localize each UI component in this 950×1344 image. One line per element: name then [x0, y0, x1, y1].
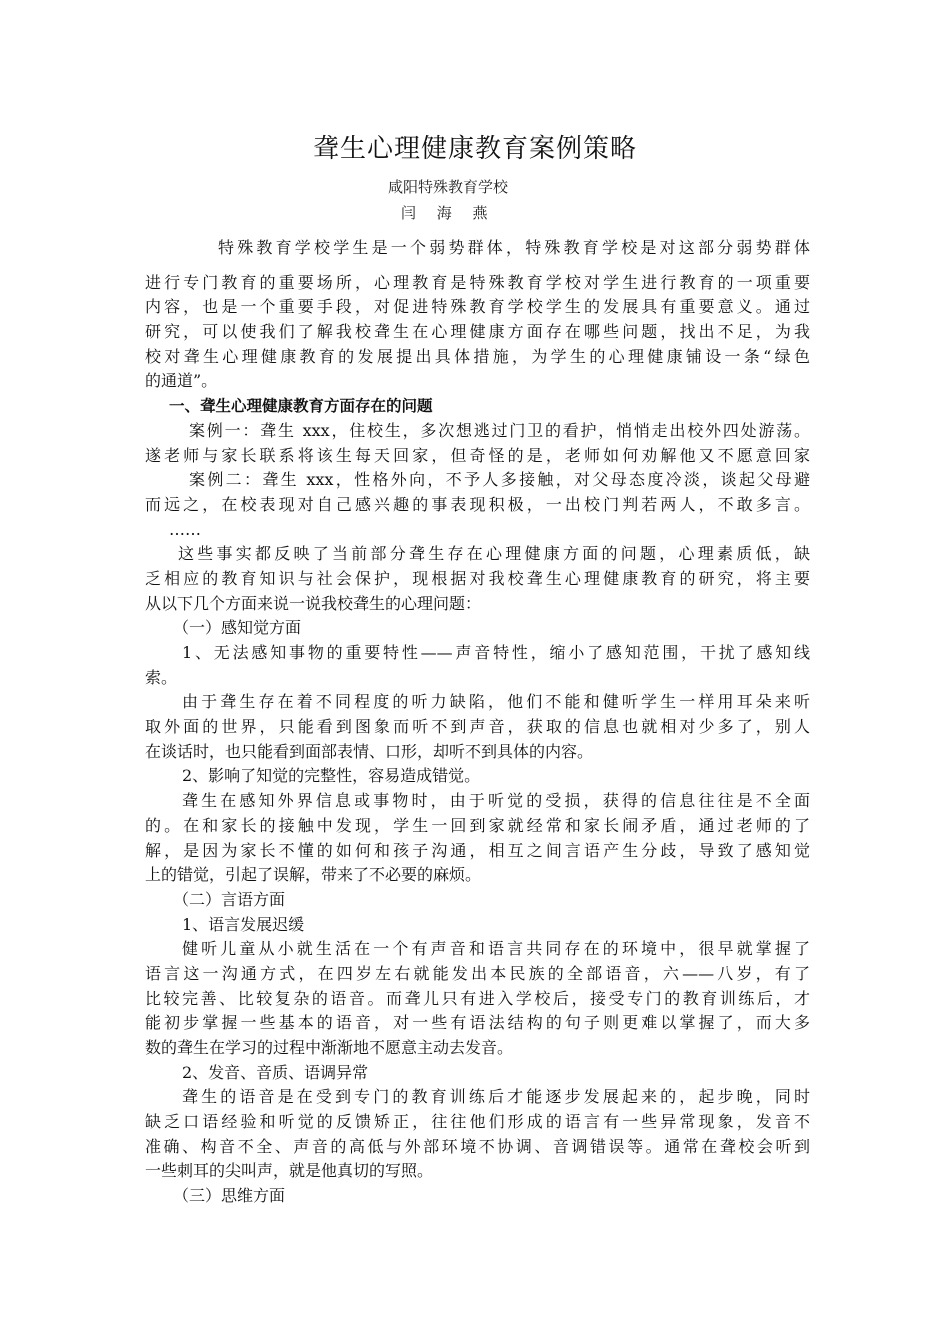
section-heading: 一、聋生心理健康教育方面存在的问题	[169, 397, 433, 416]
paragraph-line: 1、无法感知事物的重要特性——声音特性，缩小了感知范围，干扰了感知线	[182, 643, 810, 662]
subsection-heading: （一）感知觉方面	[173, 618, 302, 638]
paragraph-line: 在谈话时，也只能看到面部表情、口形，却听不到具体的内容。	[145, 741, 594, 761]
paragraph-line: 内容，也是一个重要手段，对促进特殊教育学校学生的发展具有重要意义。通过	[145, 297, 810, 317]
paragraph-line: 聋生在感知外界信息或事物时，由于听觉的受损，获得的信息往往是不全面	[182, 791, 810, 811]
paragraph-line: 能初步掌握一些基本的语音，对一些有语法结构的句子则更难以掌握了，而大多	[145, 1013, 810, 1033]
paragraph-line: 这些事实都反映了当前部分聋生存在心理健康方面的问题，心理素质低，缺	[178, 544, 810, 564]
author-organization: 咸阳特殊教育学校	[388, 178, 509, 196]
paragraph-line: 遂老师与家长联系将该生每天回家，但奇怪的是，老师如何劝解他又不愿意回家	[145, 445, 810, 465]
paragraph-line: 特殊教育学校学生是一个弱势群体，特殊教育学校是对这部分弱势群体	[218, 238, 810, 257]
paragraph-line: 缺乏口语经验和听觉的反馈矫正，往往他们形成的语言有一些异常现象，发音不	[145, 1112, 810, 1132]
paragraph-line: 案例二：聋生 xxx，性格外向，不予人多接触，对父母态度冷淡，谈起父母避	[189, 470, 810, 490]
subitem-heading: 2、影响了知觉的完整性，容易造成错觉。	[182, 766, 481, 786]
paragraph-line: 案例一：聋生 xxx，住校生，多次想逃过门卫的看护，悄悄走出校外四处游荡。	[189, 420, 810, 440]
subitem-heading: 1、语言发展迟缓	[182, 914, 305, 934]
document-body	[145, 236, 810, 1209]
paragraph-line: 进行专门教育的重要场所，心理教育是特殊教育学校对学生进行教育的一项重要	[145, 272, 810, 292]
paragraph-line: 准确、构音不全、声音的高低与外部环境不协调、音调错误等。通常在聋校会听到	[145, 1136, 810, 1156]
subsection-heading: （三）思维方面	[173, 1186, 286, 1206]
paragraph-line: 一些刺耳的尖叫声，就是他真切的写照。	[145, 1161, 434, 1181]
paragraph-line: 比较完善、比较复杂的语音。而聋儿只有进入学校后，接受专门的教育训练后，才	[145, 988, 810, 1008]
paragraph-line: 从以下几个方面来说一说我校聋生的心理问题：	[145, 593, 482, 613]
paragraph-line: 校对聋生心理健康教育的发展提出具体措施，为学生的心理健康铺设一条“绿色	[145, 346, 810, 366]
paragraph-line: 而远之，在校表现对自己感兴趣的事表现积极，一出校门判若两人，不敢多言。	[145, 494, 810, 514]
paragraph-line: 由于聋生存在着不同程度的听力缺陷，他们不能和健听学生一样用耳朵来听	[182, 692, 810, 712]
paragraph-line: 索。	[145, 667, 178, 687]
paragraph-line: 健听儿童从小就生活在一个有声音和语言共同存在的环境中，很早就掌握了	[182, 939, 810, 959]
paragraph-line: 上的错觉，引起了误解，带来了不必要的麻烦。	[145, 865, 482, 885]
ellipsis-line: ……	[169, 519, 201, 539]
paragraph-line: 研究，可以使我们了解我校聋生在心理健康方面存在哪些问题，找出不足，为我	[145, 322, 810, 342]
paragraph-line: 取外面的世界，只能看到图象而听不到声音，获取的信息也就相对少多了，别人	[145, 717, 810, 737]
paragraph-line: 数的聋生在学习的过程中渐渐地不愿意主动去发音。	[145, 1038, 514, 1057]
subsection-heading: （二）言语方面	[173, 889, 286, 909]
paragraph-line: 语言这一沟通方式，在四岁左右就能发出本民族的全部语音，六——八岁，有了	[145, 963, 810, 983]
document-title: 聋生心理健康教育案例策略	[312, 134, 637, 164]
paragraph-line: 聋生的语音是在受到专门的教育训练后才能逐步发展起来的，起步晚，同时	[182, 1087, 810, 1107]
paragraph-line: 解，是因为家长不懂的如何和孩子沟通，相互之间言语产生分歧，导致了感知觉	[145, 840, 810, 860]
paragraph-line: 的。在和家长的接触中发现，学生一回到家就经常和家长闹矛盾，通过老师的了	[145, 815, 810, 835]
paragraph-line: 的通道”。	[145, 371, 218, 391]
paragraph-line: 乏相应的教育知识与社会保护，现根据对我校聋生心理健康教育的研究，将主要	[145, 568, 810, 588]
subitem-heading: 2、发音、音质、语调异常	[182, 1062, 369, 1082]
author-name: 闫 海 燕	[401, 204, 496, 222]
